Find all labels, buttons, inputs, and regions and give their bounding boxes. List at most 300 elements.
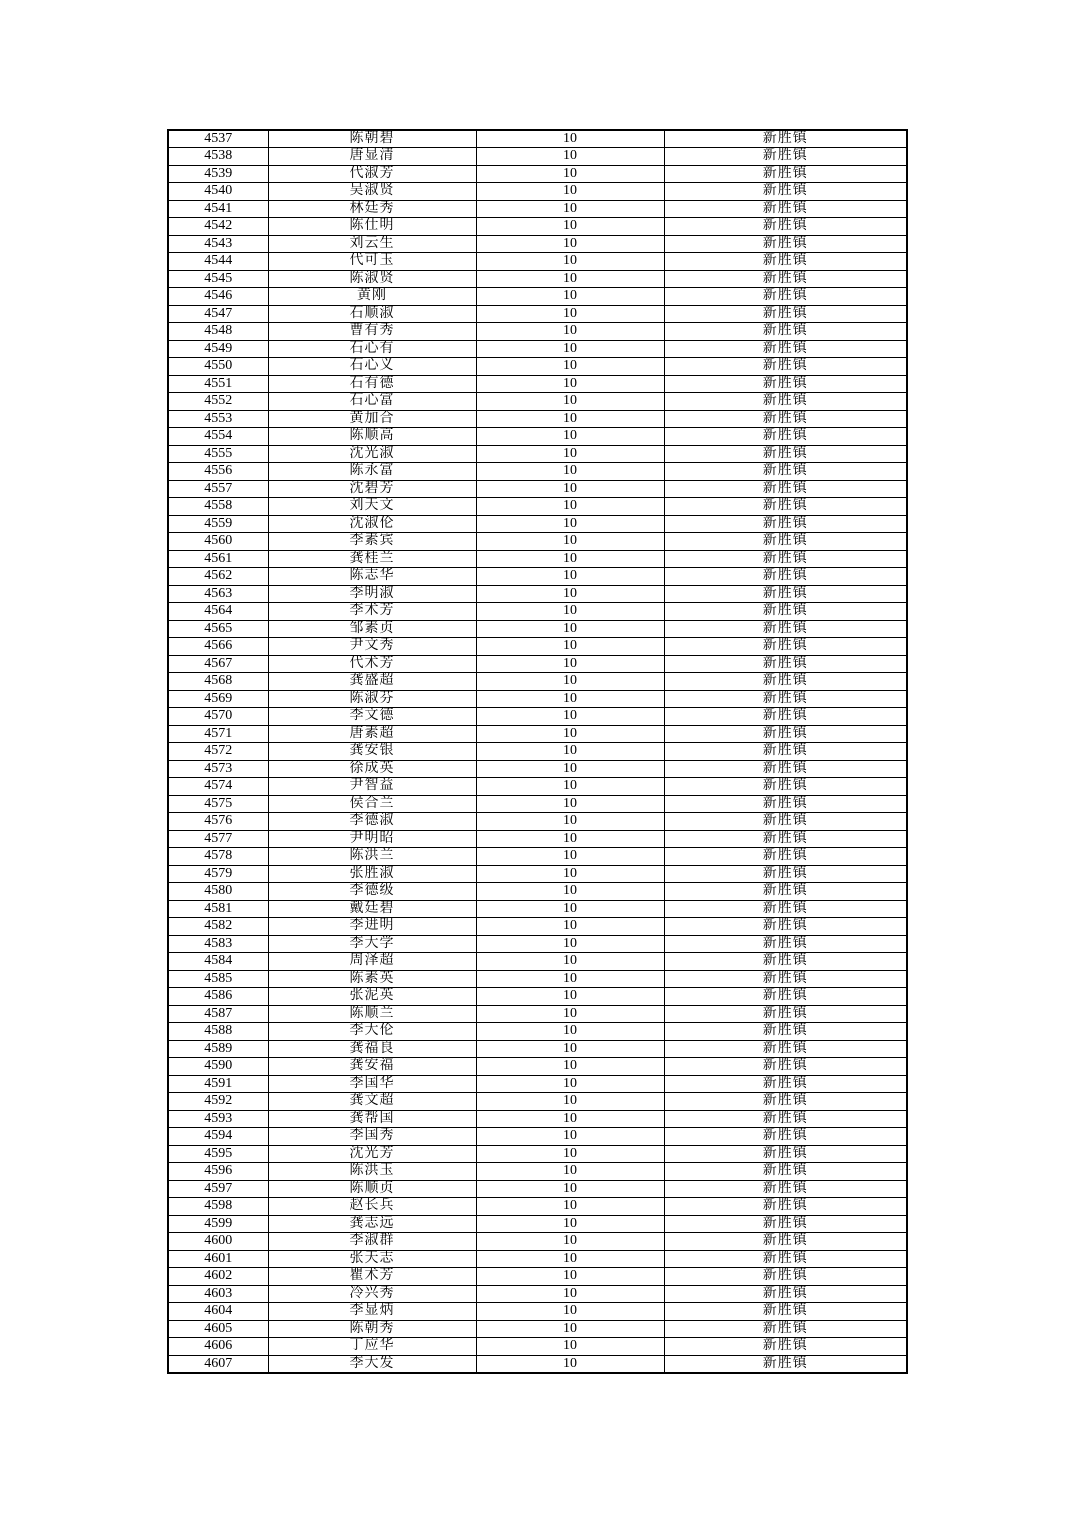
person-name-cell: 李进明 xyxy=(268,918,476,936)
table-row xyxy=(168,550,907,568)
amount-cell: 10 xyxy=(476,865,664,883)
row-number-cell: 4546 xyxy=(168,288,268,306)
amount-cell: 10 xyxy=(476,708,664,726)
amount-cell: 10 xyxy=(476,340,664,358)
amount-cell: 10 xyxy=(476,375,664,393)
person-name-cell: 黄刚 xyxy=(268,288,476,306)
table-row xyxy=(168,1250,907,1268)
amount-cell: 10 xyxy=(476,638,664,656)
amount-cell: 10 xyxy=(476,1058,664,1076)
table-row xyxy=(168,638,907,656)
table-row xyxy=(168,270,907,288)
amount-cell: 10 xyxy=(476,130,664,148)
row-number-cell: 4580 xyxy=(168,883,268,901)
row-number-cell: 4560 xyxy=(168,533,268,551)
amount-cell: 10 xyxy=(476,830,664,848)
table-row xyxy=(168,183,907,201)
row-number-cell: 4589 xyxy=(168,1040,268,1058)
row-number-cell: 4568 xyxy=(168,673,268,691)
amount-cell: 10 xyxy=(476,358,664,376)
amount-cell: 10 xyxy=(476,235,664,253)
table-row xyxy=(168,1285,907,1303)
table-row xyxy=(168,743,907,761)
amount-cell: 10 xyxy=(476,1303,664,1321)
town-cell: 新胜镇 xyxy=(664,708,907,726)
table-row xyxy=(168,830,907,848)
person-name-cell: 李国秀 xyxy=(268,1128,476,1146)
amount-cell: 10 xyxy=(476,1128,664,1146)
row-number-cell: 4607 xyxy=(168,1355,268,1373)
row-number-cell: 4571 xyxy=(168,725,268,743)
row-number-cell: 4591 xyxy=(168,1075,268,1093)
row-number-cell: 4551 xyxy=(168,375,268,393)
row-number-cell: 4587 xyxy=(168,1005,268,1023)
person-name-cell: 石心有 xyxy=(268,340,476,358)
table-row xyxy=(168,725,907,743)
row-number-cell: 4576 xyxy=(168,813,268,831)
amount-cell: 10 xyxy=(476,428,664,446)
row-number-cell: 4597 xyxy=(168,1180,268,1198)
amount-cell: 10 xyxy=(476,1355,664,1373)
row-number-cell: 4584 xyxy=(168,953,268,971)
amount-cell: 10 xyxy=(476,1163,664,1181)
town-cell: 新胜镇 xyxy=(664,1058,907,1076)
person-name-cell: 代术芳 xyxy=(268,655,476,673)
town-cell: 新胜镇 xyxy=(664,848,907,866)
amount-cell: 10 xyxy=(476,1215,664,1233)
row-number-cell: 4556 xyxy=(168,463,268,481)
row-number-cell: 4559 xyxy=(168,515,268,533)
amount-cell: 10 xyxy=(476,1023,664,1041)
table-row xyxy=(168,1198,907,1216)
table-row xyxy=(168,1338,907,1356)
amount-cell: 10 xyxy=(476,778,664,796)
person-name-cell: 李大发 xyxy=(268,1355,476,1373)
town-cell: 新胜镇 xyxy=(664,1005,907,1023)
town-cell: 新胜镇 xyxy=(664,1338,907,1356)
person-name-cell: 石心富 xyxy=(268,393,476,411)
person-name-cell: 龚安银 xyxy=(268,743,476,761)
amount-cell: 10 xyxy=(476,515,664,533)
table-row xyxy=(168,585,907,603)
amount-cell: 10 xyxy=(476,1005,664,1023)
amount-cell: 10 xyxy=(476,795,664,813)
row-number-cell: 4554 xyxy=(168,428,268,446)
person-name-cell: 邹素贞 xyxy=(268,620,476,638)
row-number-cell: 4565 xyxy=(168,620,268,638)
row-number-cell: 4558 xyxy=(168,498,268,516)
town-cell: 新胜镇 xyxy=(664,288,907,306)
row-number-cell: 4564 xyxy=(168,603,268,621)
amount-cell: 10 xyxy=(476,1145,664,1163)
town-cell: 新胜镇 xyxy=(664,690,907,708)
person-name-cell: 黄加合 xyxy=(268,410,476,428)
amount-cell: 10 xyxy=(476,393,664,411)
town-cell: 新胜镇 xyxy=(664,550,907,568)
person-name-cell: 李文德 xyxy=(268,708,476,726)
row-number-cell: 4598 xyxy=(168,1198,268,1216)
table-row xyxy=(168,1268,907,1286)
person-name-cell: 龚安福 xyxy=(268,1058,476,1076)
data-table xyxy=(167,129,908,1374)
table-row xyxy=(168,1145,907,1163)
row-number-cell: 4566 xyxy=(168,638,268,656)
person-name-cell: 沈碧芳 xyxy=(268,480,476,498)
amount-cell: 10 xyxy=(476,183,664,201)
person-name-cell: 李明淑 xyxy=(268,585,476,603)
town-cell: 新胜镇 xyxy=(664,603,907,621)
town-cell: 新胜镇 xyxy=(664,1233,907,1251)
person-name-cell: 陈洪玉 xyxy=(268,1163,476,1181)
table-row xyxy=(168,620,907,638)
person-name-cell: 沈光淑 xyxy=(268,445,476,463)
amount-cell: 10 xyxy=(476,1110,664,1128)
amount-cell: 10 xyxy=(476,568,664,586)
amount-cell: 10 xyxy=(476,970,664,988)
town-cell: 新胜镇 xyxy=(664,1023,907,1041)
town-cell: 新胜镇 xyxy=(664,218,907,236)
amount-cell: 10 xyxy=(476,813,664,831)
town-cell: 新胜镇 xyxy=(664,498,907,516)
table-row xyxy=(168,1163,907,1181)
row-number-cell: 4549 xyxy=(168,340,268,358)
town-cell: 新胜镇 xyxy=(664,813,907,831)
row-number-cell: 4555 xyxy=(168,445,268,463)
table-row xyxy=(168,480,907,498)
row-number-cell: 4594 xyxy=(168,1128,268,1146)
town-cell: 新胜镇 xyxy=(664,900,907,918)
person-name-cell: 陈淑芬 xyxy=(268,690,476,708)
amount-cell: 10 xyxy=(476,550,664,568)
table-row xyxy=(168,1180,907,1198)
person-name-cell: 唐显清 xyxy=(268,148,476,166)
row-number-cell: 4604 xyxy=(168,1303,268,1321)
row-number-cell: 4561 xyxy=(168,550,268,568)
row-number-cell: 4572 xyxy=(168,743,268,761)
person-name-cell: 张天志 xyxy=(268,1250,476,1268)
person-name-cell: 沈光芳 xyxy=(268,1145,476,1163)
table-row xyxy=(168,1303,907,1321)
row-number-cell: 4553 xyxy=(168,410,268,428)
town-cell: 新胜镇 xyxy=(664,235,907,253)
person-name-cell: 李素宾 xyxy=(268,533,476,551)
row-number-cell: 4579 xyxy=(168,865,268,883)
amount-cell: 10 xyxy=(476,953,664,971)
table-row xyxy=(168,1093,907,1111)
table-row xyxy=(168,760,907,778)
town-cell: 新胜镇 xyxy=(664,130,907,148)
table-row xyxy=(168,498,907,516)
table-row xyxy=(168,883,907,901)
amount-cell: 10 xyxy=(476,988,664,1006)
person-name-cell: 林廷秀 xyxy=(268,200,476,218)
person-name-cell: 陈志华 xyxy=(268,568,476,586)
table-row xyxy=(168,865,907,883)
table-row xyxy=(168,690,907,708)
row-number-cell: 4583 xyxy=(168,935,268,953)
town-cell: 新胜镇 xyxy=(664,760,907,778)
person-name-cell: 龚桂兰 xyxy=(268,550,476,568)
row-number-cell: 4600 xyxy=(168,1233,268,1251)
table-row xyxy=(168,463,907,481)
person-name-cell: 刘云生 xyxy=(268,235,476,253)
town-cell: 新胜镇 xyxy=(664,585,907,603)
row-number-cell: 4557 xyxy=(168,480,268,498)
town-cell: 新胜镇 xyxy=(664,725,907,743)
town-cell: 新胜镇 xyxy=(664,953,907,971)
town-cell: 新胜镇 xyxy=(664,393,907,411)
amount-cell: 10 xyxy=(476,165,664,183)
person-name-cell: 陈洪兰 xyxy=(268,848,476,866)
row-number-cell: 4586 xyxy=(168,988,268,1006)
person-name-cell: 沈淑伦 xyxy=(268,515,476,533)
row-number-cell: 4585 xyxy=(168,970,268,988)
town-cell: 新胜镇 xyxy=(664,830,907,848)
amount-cell: 10 xyxy=(476,305,664,323)
person-name-cell: 尹智益 xyxy=(268,778,476,796)
row-number-cell: 4544 xyxy=(168,253,268,271)
amount-cell: 10 xyxy=(476,498,664,516)
row-number-cell: 4574 xyxy=(168,778,268,796)
amount-cell: 10 xyxy=(476,848,664,866)
row-number-cell: 4606 xyxy=(168,1338,268,1356)
person-name-cell: 刘天文 xyxy=(268,498,476,516)
town-cell: 新胜镇 xyxy=(664,743,907,761)
person-name-cell: 冷兴秀 xyxy=(268,1285,476,1303)
person-name-cell: 丁应华 xyxy=(268,1338,476,1356)
table-row xyxy=(168,1355,907,1373)
person-name-cell: 吴淑贤 xyxy=(268,183,476,201)
person-name-cell: 代可玉 xyxy=(268,253,476,271)
person-name-cell: 曹有秀 xyxy=(268,323,476,341)
town-cell: 新胜镇 xyxy=(664,1128,907,1146)
person-name-cell: 唐素超 xyxy=(268,725,476,743)
table-row xyxy=(168,813,907,831)
table-row xyxy=(168,1075,907,1093)
town-cell: 新胜镇 xyxy=(664,1215,907,1233)
person-name-cell: 戴廷碧 xyxy=(268,900,476,918)
amount-cell: 10 xyxy=(476,288,664,306)
person-name-cell: 石顺淑 xyxy=(268,305,476,323)
row-number-cell: 4542 xyxy=(168,218,268,236)
row-number-cell: 4578 xyxy=(168,848,268,866)
amount-cell: 10 xyxy=(476,270,664,288)
amount-cell: 10 xyxy=(476,1233,664,1251)
person-name-cell: 龚文超 xyxy=(268,1093,476,1111)
town-cell: 新胜镇 xyxy=(664,620,907,638)
row-number-cell: 4595 xyxy=(168,1145,268,1163)
person-name-cell: 赵长兵 xyxy=(268,1198,476,1216)
town-cell: 新胜镇 xyxy=(664,568,907,586)
table-row xyxy=(168,848,907,866)
town-cell: 新胜镇 xyxy=(664,1145,907,1163)
table-row xyxy=(168,1005,907,1023)
amount-cell: 10 xyxy=(476,935,664,953)
amount-cell: 10 xyxy=(476,725,664,743)
town-cell: 新胜镇 xyxy=(664,165,907,183)
table-row xyxy=(168,445,907,463)
town-cell: 新胜镇 xyxy=(664,1180,907,1198)
amount-cell: 10 xyxy=(476,1075,664,1093)
town-cell: 新胜镇 xyxy=(664,865,907,883)
table-row xyxy=(168,935,907,953)
table-row xyxy=(168,708,907,726)
amount-cell: 10 xyxy=(476,463,664,481)
person-name-cell: 陈永富 xyxy=(268,463,476,481)
town-cell: 新胜镇 xyxy=(664,1198,907,1216)
amount-cell: 10 xyxy=(476,585,664,603)
table-row xyxy=(168,655,907,673)
row-number-cell: 4573 xyxy=(168,760,268,778)
town-cell: 新胜镇 xyxy=(664,463,907,481)
table-row xyxy=(168,130,907,148)
amount-cell: 10 xyxy=(476,1285,664,1303)
table-row xyxy=(168,358,907,376)
amount-cell: 10 xyxy=(476,218,664,236)
town-cell: 新胜镇 xyxy=(664,1075,907,1093)
town-cell: 新胜镇 xyxy=(664,1250,907,1268)
person-name-cell: 尹文秀 xyxy=(268,638,476,656)
amount-cell: 10 xyxy=(476,253,664,271)
town-cell: 新胜镇 xyxy=(664,638,907,656)
row-number-cell: 4575 xyxy=(168,795,268,813)
town-cell: 新胜镇 xyxy=(664,375,907,393)
person-name-cell: 李术芳 xyxy=(268,603,476,621)
amount-cell: 10 xyxy=(476,655,664,673)
town-cell: 新胜镇 xyxy=(664,655,907,673)
town-cell: 新胜镇 xyxy=(664,183,907,201)
town-cell: 新胜镇 xyxy=(664,200,907,218)
town-cell: 新胜镇 xyxy=(664,795,907,813)
row-number-cell: 4577 xyxy=(168,830,268,848)
person-name-cell: 陈淑贤 xyxy=(268,270,476,288)
table-row xyxy=(168,1058,907,1076)
person-name-cell: 周泽超 xyxy=(268,953,476,971)
person-name-cell: 石心义 xyxy=(268,358,476,376)
town-cell: 新胜镇 xyxy=(664,1040,907,1058)
person-name-cell: 陈顺兰 xyxy=(268,1005,476,1023)
town-cell: 新胜镇 xyxy=(664,1320,907,1338)
table-row xyxy=(168,428,907,446)
table-row xyxy=(168,323,907,341)
table-row xyxy=(168,410,907,428)
row-number-cell: 4538 xyxy=(168,148,268,166)
town-cell: 新胜镇 xyxy=(664,515,907,533)
table-row xyxy=(168,795,907,813)
person-name-cell: 李显炳 xyxy=(268,1303,476,1321)
amount-cell: 10 xyxy=(476,900,664,918)
table-row xyxy=(168,988,907,1006)
amount-cell: 10 xyxy=(476,410,664,428)
table-row xyxy=(168,673,907,691)
table-body xyxy=(168,130,907,1373)
row-number-cell: 4605 xyxy=(168,1320,268,1338)
amount-cell: 10 xyxy=(476,673,664,691)
amount-cell: 10 xyxy=(476,1250,664,1268)
table-row xyxy=(168,218,907,236)
amount-cell: 10 xyxy=(476,743,664,761)
row-number-cell: 4567 xyxy=(168,655,268,673)
row-number-cell: 4599 xyxy=(168,1215,268,1233)
person-name-cell: 李德淑 xyxy=(268,813,476,831)
table-row xyxy=(168,1128,907,1146)
table-row xyxy=(168,148,907,166)
amount-cell: 10 xyxy=(476,200,664,218)
table-row xyxy=(168,515,907,533)
town-cell: 新胜镇 xyxy=(664,1268,907,1286)
amount-cell: 10 xyxy=(476,1198,664,1216)
person-name-cell: 龚帮国 xyxy=(268,1110,476,1128)
person-name-cell: 李德级 xyxy=(268,883,476,901)
row-number-cell: 4570 xyxy=(168,708,268,726)
town-cell: 新胜镇 xyxy=(664,1285,907,1303)
table-row xyxy=(168,568,907,586)
table-row xyxy=(168,900,907,918)
person-name-cell: 李大伦 xyxy=(268,1023,476,1041)
table-row xyxy=(168,970,907,988)
person-name-cell: 石有德 xyxy=(268,375,476,393)
table-row xyxy=(168,288,907,306)
person-name-cell: 代淑芳 xyxy=(268,165,476,183)
table-row xyxy=(168,340,907,358)
town-cell: 新胜镇 xyxy=(664,673,907,691)
table-row xyxy=(168,1320,907,1338)
row-number-cell: 4545 xyxy=(168,270,268,288)
row-number-cell: 4603 xyxy=(168,1285,268,1303)
table-row xyxy=(168,1110,907,1128)
table-row xyxy=(168,1023,907,1041)
amount-cell: 10 xyxy=(476,533,664,551)
amount-cell: 10 xyxy=(476,1338,664,1356)
town-cell: 新胜镇 xyxy=(664,1110,907,1128)
town-cell: 新胜镇 xyxy=(664,988,907,1006)
table-row xyxy=(168,778,907,796)
town-cell: 新胜镇 xyxy=(664,253,907,271)
amount-cell: 10 xyxy=(476,1040,664,1058)
row-number-cell: 4543 xyxy=(168,235,268,253)
town-cell: 新胜镇 xyxy=(664,323,907,341)
amount-cell: 10 xyxy=(476,760,664,778)
table-row xyxy=(168,533,907,551)
person-name-cell: 陈朝碧 xyxy=(268,130,476,148)
person-name-cell: 李淑群 xyxy=(268,1233,476,1251)
person-name-cell: 张胜淑 xyxy=(268,865,476,883)
row-number-cell: 4588 xyxy=(168,1023,268,1041)
amount-cell: 10 xyxy=(476,690,664,708)
person-name-cell: 陈仕明 xyxy=(268,218,476,236)
row-number-cell: 4563 xyxy=(168,585,268,603)
town-cell: 新胜镇 xyxy=(664,148,907,166)
row-number-cell: 4593 xyxy=(168,1110,268,1128)
town-cell: 新胜镇 xyxy=(664,1163,907,1181)
row-number-cell: 4550 xyxy=(168,358,268,376)
row-number-cell: 4547 xyxy=(168,305,268,323)
person-name-cell: 尹明昭 xyxy=(268,830,476,848)
row-number-cell: 4541 xyxy=(168,200,268,218)
amount-cell: 10 xyxy=(476,1268,664,1286)
row-number-cell: 4596 xyxy=(168,1163,268,1181)
person-name-cell: 徐成英 xyxy=(268,760,476,778)
amount-cell: 10 xyxy=(476,603,664,621)
town-cell: 新胜镇 xyxy=(664,533,907,551)
table-row xyxy=(168,953,907,971)
row-number-cell: 4539 xyxy=(168,165,268,183)
row-number-cell: 4562 xyxy=(168,568,268,586)
town-cell: 新胜镇 xyxy=(664,918,907,936)
amount-cell: 10 xyxy=(476,883,664,901)
town-cell: 新胜镇 xyxy=(664,358,907,376)
amount-cell: 10 xyxy=(476,620,664,638)
